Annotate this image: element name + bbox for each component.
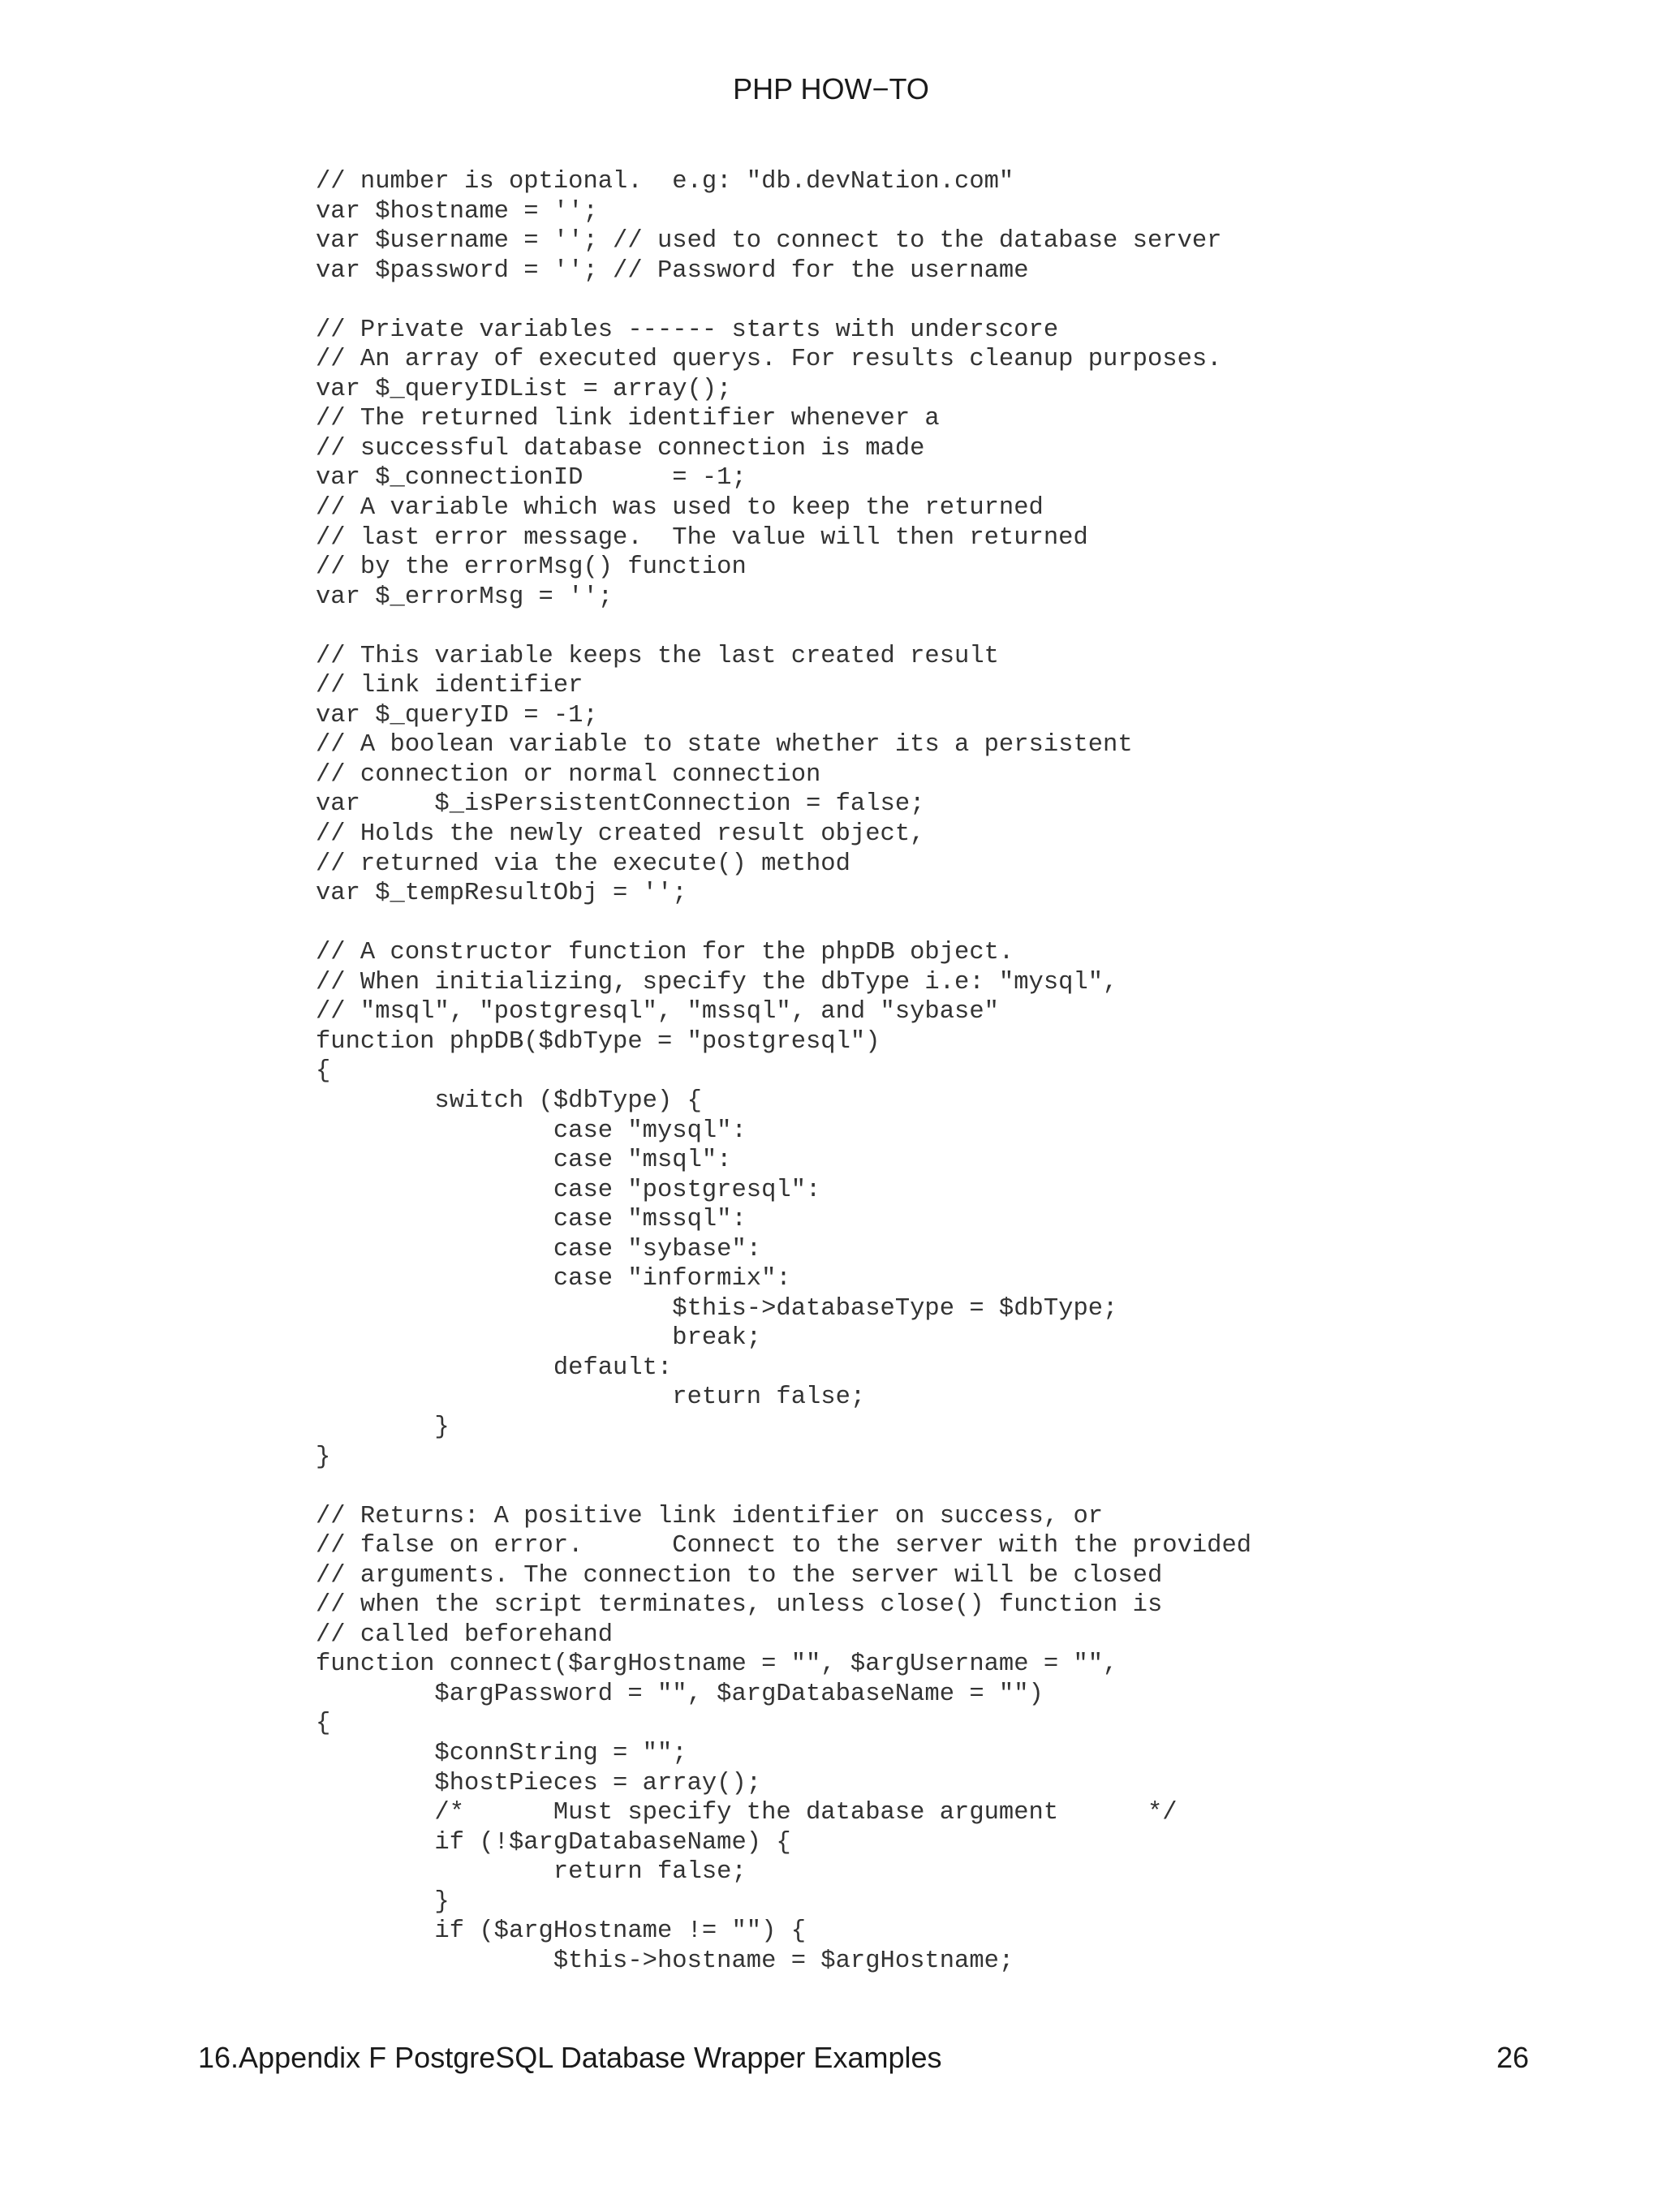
code-line: // Returns: A positive link identifier on success, or (316, 1502, 1104, 1530)
code-line: $hostPieces = array(); (316, 1769, 762, 1797)
code-line: switch ($dbType) { (316, 1087, 702, 1115)
code-line: function connect($argHostname = "", $argUsername = "", (316, 1650, 1118, 1679)
code-line: function phpDB($dbType = "postgresql") (316, 1027, 881, 1056)
page-footer (198, 2038, 1529, 2077)
code-line: var $_connectionID = -1; (316, 464, 747, 493)
code-line: // Private variables ------ starts with underscore (316, 316, 1059, 344)
code-line: case "msql": (316, 1147, 732, 1175)
code-line: /* Must specify the database argument */ (316, 1799, 1178, 1827)
code-line: var $_queryID = -1; (316, 701, 598, 729)
code-line: $connString = ""; (316, 1739, 687, 1767)
code-line: var $_isPersistentConnection = false; (316, 790, 925, 819)
code-line: // The returned link identifier whenever a (316, 405, 940, 433)
code-line: // connection or normal connection (316, 760, 821, 789)
code-line: // link identifier (316, 672, 583, 700)
code-line: case "postgresql": (316, 1176, 821, 1204)
code-line: // A variable which was used to keep the returned (316, 494, 1044, 523)
code-line: // by the errorMsg() function (316, 553, 747, 582)
code-line: case "informix": (316, 1265, 791, 1293)
code-line: var $username = ''; // used to connect to the database server (316, 227, 1222, 256)
code-line: var $_queryIDList = array(); (316, 375, 732, 403)
code-line (316, 612, 1251, 642)
code-line: var $_errorMsg = ''; (316, 583, 614, 611)
code-line: // "msql", "postgresql", "mssql", and "sybase" (316, 998, 999, 1026)
code-line: // called beforehand (316, 1620, 614, 1649)
code-line: case "sybase": (316, 1235, 762, 1263)
code-listing (316, 167, 1251, 1976)
code-line: return false; (316, 1858, 747, 1887)
page-header (0, 70, 1662, 109)
code-line: $this->databaseType = $dbType; (316, 1294, 1118, 1323)
code-line: $this->hostname = $argHostname; (316, 1947, 1014, 1975)
code-line (316, 286, 1251, 316)
code-line: } (316, 1887, 450, 1916)
code-line: case "mssql": (316, 1206, 747, 1234)
code-line: // number is optional. e.g: "db.devNation.com" (316, 168, 1014, 196)
code-line: default: (316, 1353, 673, 1382)
code-line: // A boolean variable to state whether its a persistent (316, 731, 1133, 760)
code-line: if (!$argDatabaseName) { (316, 1828, 791, 1857)
code-line: // This variable keeps the last created result (316, 642, 999, 670)
code-line: $argPassword = "", $argDatabaseName = "") (316, 1680, 1044, 1708)
code-line: { (316, 1710, 331, 1738)
code-line: break; (316, 1324, 762, 1353)
code-line: var $_tempResultObj = ''; (316, 880, 687, 908)
code-line: // false on error. Connect to the server with the provided (316, 1532, 1252, 1560)
code-line: var $password = ''; // Password for the username (316, 256, 1029, 285)
page-number: 26 (1496, 2041, 1529, 2074)
code-line: // Holds the newly created result object, (316, 820, 925, 849)
code-line: case "mysql": (316, 1117, 747, 1145)
code-line: // successful database connection is made (316, 434, 925, 463)
code-line: // when the script terminates, unless close() function is (316, 1591, 1163, 1620)
code-line: { (316, 1057, 331, 1086)
code-line: var $hostname = ''; (316, 197, 598, 226)
code-line: // arguments. The connection to the server will be closed (316, 1561, 1163, 1590)
code-line (316, 1472, 1251, 1502)
code-line: if ($argHostname != "") { (316, 1917, 806, 1946)
code-line: // A constructor function for the phpDB object. (316, 939, 1014, 967)
code-line: // An array of executed querys. For results cleanup purposes. (316, 346, 1222, 374)
code-line: return false; (316, 1384, 866, 1412)
code-line: // When initializing, specify the dbType i.e: "mysql", (316, 968, 1118, 996)
code-line: // returned via the execute() method (316, 850, 850, 878)
code-line: // last error message. The value will then returned (316, 523, 1088, 552)
footer-section-title: 16.Appendix F PostgreSQL Database Wrapper Examples (198, 2041, 942, 2074)
document-title: PHP HOW−TO (733, 72, 929, 105)
code-line: } (316, 1413, 450, 1441)
code-line: } (316, 1443, 331, 1471)
code-line (316, 909, 1251, 939)
